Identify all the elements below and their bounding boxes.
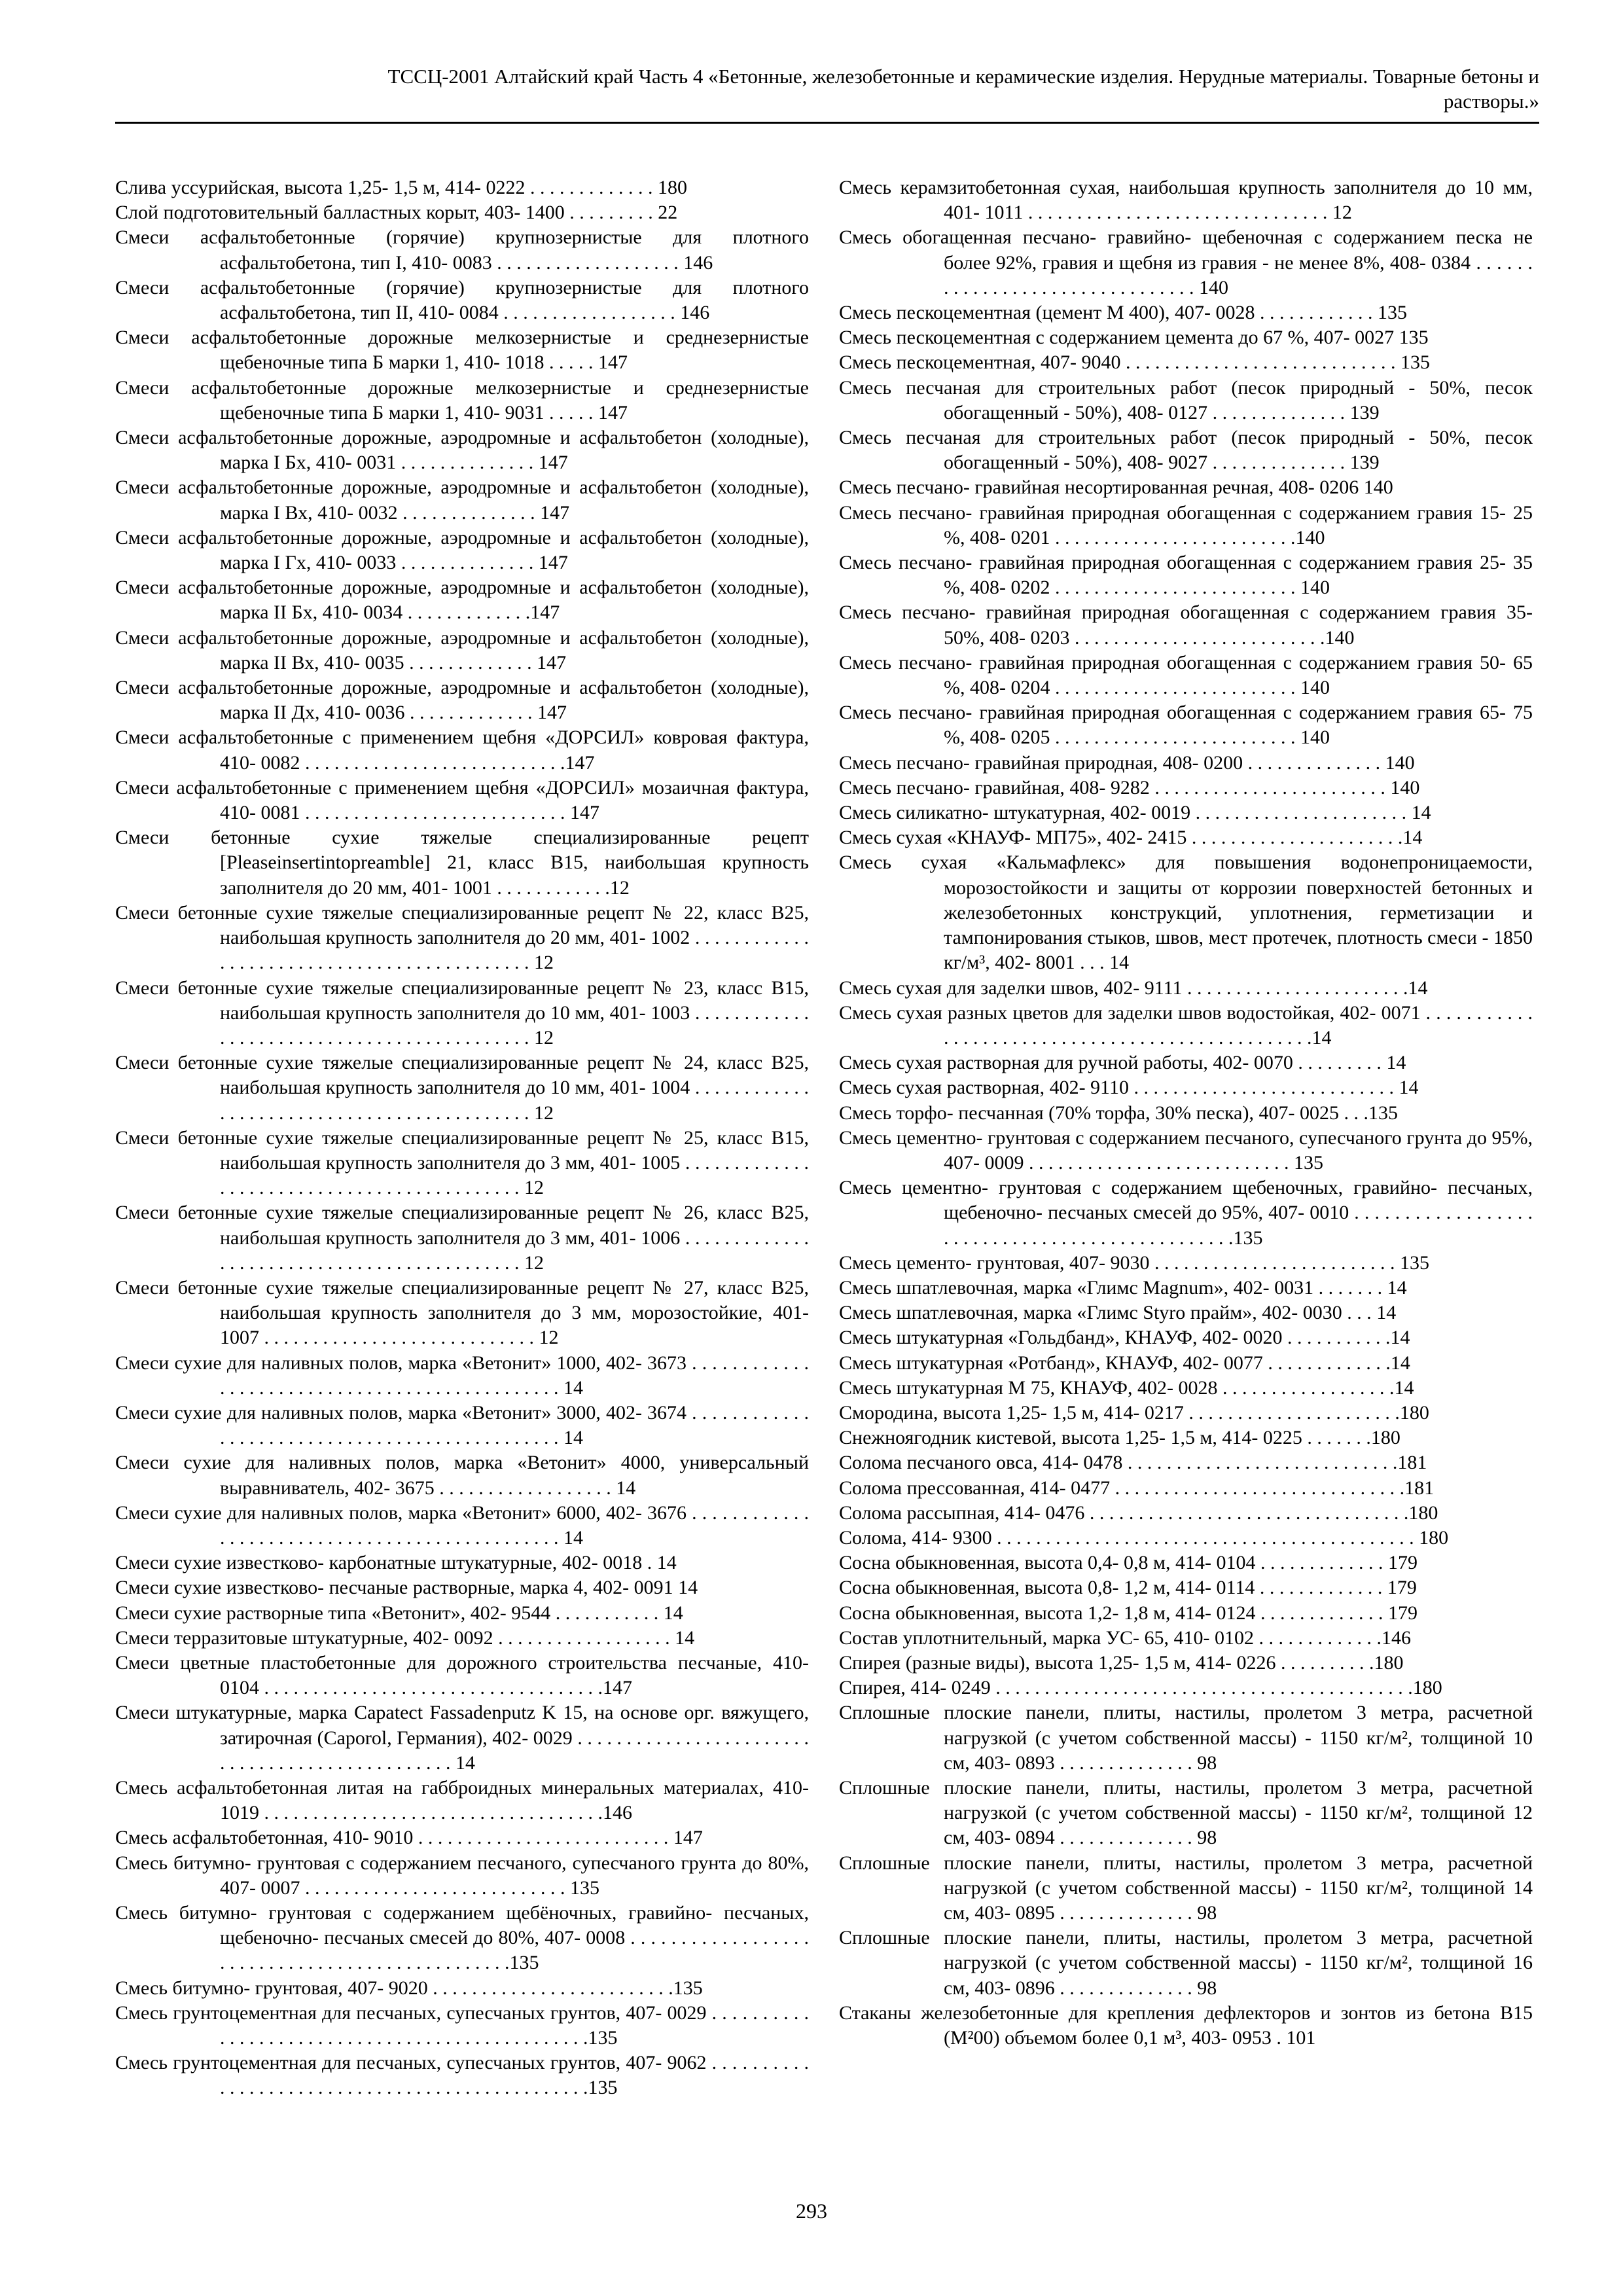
index-entry: Смесь сухая разных цветов для заделки швов водостойкая, 402- 0071 . . . . . . . . . . . . . . . . . . . . . . . . . . . . . . . . . . . . . . . . . . . . . . . . .14 xyxy=(839,1001,1533,1049)
index-entry: Смесь цементно- грунтовая с содержанием песчаного, супесчаного грунта до 95%, 407- 0009 . . . . . . . . . . . . . . . . . . . . . . . . . . . 135 xyxy=(839,1126,1533,1174)
index-entry: Смородина, высота 1,25- 1,5 м, 414- 0217 . . . . . . . . . . . . . . . . . . . . . .180 xyxy=(839,1401,1429,1424)
index-entry: Смеси асфальтобетонные (горячие) крупнозернистые для плотного асфальтобетона, тип II, 410- 0084 . . . . . . . . . . . . . . . . . . 146 xyxy=(115,276,809,324)
index-entry: Состав уплотнительный, марка УС- 65, 410- 0102 . . . . . . . . . . . . .146 xyxy=(839,1626,1411,1649)
index-entry: Смесь сухая растворная для ручной работы, 402- 0070 . . . . . . . . . 14 xyxy=(839,1052,1406,1074)
index-entry: Смеси сухие известково- песчаные растворные, марка 4, 402- 0091 14 xyxy=(115,1577,698,1599)
index-entry: Смесь сухая «КНАУФ- МП75», 402- 2415 . . . . . . . . . . . . . . . . . . . . . .14 xyxy=(839,827,1423,849)
index-entry: Смеси асфальтобетонные дорожные, аэродромные и асфальтобетон (холодные), марка II Вх, 410- 0035 . . . . . . . . . . . . . 147 xyxy=(115,626,809,673)
index-entry: Смеси штукатурные, марка Capatect Fassadenputz K 15, на основе орг. вяжущего, затирочная (Caporol, Германия), 402- 0029 . . . . . . . . . . . . . . . . . . . . . . . . . . . . . . . . . . . . . . . . . . . . . . . . 14 xyxy=(115,1702,809,1774)
index-entry: Смеси асфальтобетонные с применением щебня «ДОРСИЛ» ковровая фактура, 410- 0082 . . . . . . . . . . . . . . . . . . . . . . . . . . .147 xyxy=(115,726,809,774)
index-entry: Смесь песчано- гравийная природная обогащенная с содержанием гравия 35- 50%, 408- 0203 . . . . . . . . . . . . . . . . . . . . . . . . . .140 xyxy=(839,601,1533,649)
index-entry: Сосна обыкновенная, высота 0,4- 0,8 м, 414- 0104 . . . . . . . . . . . . . 179 xyxy=(839,1552,1418,1574)
index-entry: Смесь песчано- гравийная природная обогащенная с содержанием гравия 15- 25 %, 408- 0201 . . . . . . . . . . . . . . . . . . . . . . . . .140 xyxy=(839,501,1533,548)
index-entry: Смесь обогащенная песчано- гравийно- щебеночная с содержанием песка не более 92%, гравия и щебня из гравия - не менее 8%, 408- 0384 . . . . . . . . . . . . . . . . . . . . . . . . . . . . . . . . 140 xyxy=(839,226,1533,298)
index-entry: Смеси асфальтобетонные дорожные, аэродромные и асфальтобетон (холодные), марка I Бх, 410- 0031 . . . . . . . . . . . . . . 147 xyxy=(115,427,809,474)
index-entry: Смесь битумно- грунтовая с содержанием щебёночных, гравийно- песчаных, щебеночно- песчаных смесей до 80%, 407- 0008 . . . . . . . . . . . . . . . . . . . . . . . . . . . . . . . . . . . . . . . . . . . . . . . .135 xyxy=(115,1902,809,1974)
index-entry: Смесь песчано- гравийная природная обогащенная с содержанием гравия 50- 65 %, 408- 0204 . . . . . . . . . . . . . . . . . . . . . . . . . 140 xyxy=(839,651,1533,699)
index-entry: Смесь шпатлевочная, марка «Глимс Styro прайм», 402- 0030 . . . 14 xyxy=(839,1302,1397,1324)
index-entry: Смесь песчаная для строительных работ (песок природный - 50%, песок обогащенный - 50%), 408- 9027 . . . . . . . . . . . . . . 139 xyxy=(839,427,1533,474)
index-entry: Смеси сухие для наливных полов, марка «Ветонит» 1000, 402- 3673 . . . . . . . . . . . . . . . . . . . . . . . . . . . . . . . . . . . . . . . . . . . . . . . 14 xyxy=(115,1352,809,1399)
index-entry: Смеси сухие для наливных полов, марка «Ветонит» 6000, 402- 3676 . . . . . . . . . . . . . . . . . . . . . . . . . . . . . . . . . . . . . . . . . . . . . . . 14 xyxy=(115,1501,809,1549)
index-entry: Сосна обыкновенная, высота 0,8- 1,2 м, 414- 0114 . . . . . . . . . . . . . 179 xyxy=(839,1577,1417,1599)
index-entry: Смеси асфальтобетонные с применением щебня «ДОРСИЛ» мозаичная фактура, 410- 0081 . . . . . . . . . . . . . . . . . . . . . . . . . . . 147 xyxy=(115,776,809,824)
index-entry: Смеси бетонные сухие тяжелые специализированные рецепт № 27, класс В25, наибольшая крупность заполнителя до 3 мм, морозостойкие, 401- 1007 . . . . . . . . . . . . . . . . . . . . . . . . . . . . 12 xyxy=(115,1276,809,1349)
index-entry: Смеси асфальтобетонные дорожные, аэродромные и асфальтобетон (холодные), марка II Бх, 410- 0034 . . . . . . . . . . . . .147 xyxy=(115,577,809,624)
index-entry: Смеси сухие известково- карбонатные штукатурные, 402- 0018 . 14 xyxy=(115,1552,677,1574)
index-entry: Смесь цементо- грунтовая, 407- 9030 . . . . . . . . . . . . . . . . . . . . . . . . . 135 xyxy=(839,1251,1430,1274)
page-number: 293 xyxy=(796,2199,827,2223)
index-entry: Смесь асфальтобетонная литая на габброидных минеральных материалах, 410- 1019 . . . . . . . . . . . . . . . . . . . . . . . . . . . . . . . . . . .146 xyxy=(115,1777,809,1824)
index-entry: Смеси сухие для наливных полов, марка «Ветонит» 3000, 402- 3674 . . . . . . . . . . . . . . . . . . . . . . . . . . . . . . . . . . . . . . . . . . . . . . . 14 xyxy=(115,1401,809,1449)
index-entry: Смеси бетонные сухие тяжелые специализированные рецепт № 25, класс В15, наибольшая крупность заполнителя до 3 мм, 401- 1005 . . . . . . . . . . . . . . . . . . . . . . . . . . . . . . . . . . . . . . . . . . . . 12 xyxy=(115,1126,809,1199)
index-entry: Смеси асфальтобетонные дорожные, аэродромные и асфальтобетон (холодные), марка I Вх, 410- 0032 . . . . . . . . . . . . . . 147 xyxy=(115,476,809,524)
index-entry: Снежноягодник кистевой, высота 1,25- 1,5 м, 414- 0225 . . . . . . .180 xyxy=(839,1427,1400,1449)
index-entry: Смеси асфальтобетонные дорожные мелкозернистые и среднезернистые щебеночные типа Б марки 1, 410- 9031 . . . . . 147 xyxy=(115,376,809,423)
index-entry: Смесь грунтоцементная для песчаных, супесчаных грунтов, 407- 9062 . . . . . . . . . . . . . . . . . . . . . . . . . . . . . . . . . . . . . . . . . . . . . . . .135 xyxy=(115,2052,809,2099)
index-entry: Спирея, 414- 0249 . . . . . . . . . . . . . . . . . . . . . . . . . . . . . . . . . . . . . . . . . . .180 xyxy=(839,1677,1442,1699)
index-entry: Смеси сухие растворные типа «Ветонит», 402- 9544 . . . . . . . . . . . 14 xyxy=(115,1602,683,1624)
index-entry: Смесь сухая растворная, 402- 9110 . . . . . . . . . . . . . . . . . . . . . . . . . . . 14 xyxy=(839,1077,1419,1099)
index-entry: Стаканы железобетонные для крепления дефлекторов и зонтов из бетона В15 (М²00) объемом более 0,1 м³, 403- 0953 . 101 xyxy=(839,2001,1533,2049)
index-entry: Смесь шпатлевочная, марка «Глимс Magnum», 402- 0031 . . . . . . . 14 xyxy=(839,1276,1407,1299)
index-entry: Смесь штукатурная М 75, КНАУФ, 402- 0028 . . . . . . . . . . . . . . . . . .14 xyxy=(839,1376,1414,1399)
index-entry: Смеси бетонные сухие тяжелые специализированные рецепт № 24, класс В25, наибольшая крупность заполнителя до 10 мм, 401- 1004 . . . . . . . . . . . . . . . . . . . . . . . . . . . . . . . . . . . . . . . . . . . . 12 xyxy=(115,1052,809,1124)
index-entry: Слива уссурийская, высота 1,25- 1,5 м, 414- 0222 . . . . . . . . . . . . . 180 xyxy=(115,177,688,198)
index-column-left xyxy=(115,175,809,2101)
index-entry: Смеси цветные пластобетонные для дорожного строительства песчаные, 410- 0104 . . . . . . . . . . . . . . . . . . . . . . . . . . . . . . . . . . .147 xyxy=(115,1651,809,1699)
index-entry: Солома, 414- 9300 . . . . . . . . . . . . . . . . . . . . . . . . . . . . . . . . . . . . . . . . . . . 180 xyxy=(839,1526,1449,1549)
index-entry: Смесь битумно- грунтовая, 407- 9020 . . . . . . . . . . . . . . . . . . . . . . . . .135 xyxy=(115,1977,703,1999)
index-entry: Смеси асфальтобетонные (горячие) крупнозернистые для плотного асфальтобетона, тип I, 410- 0083 . . . . . . . . . . . . . . . . . . . 146 xyxy=(115,226,809,274)
index-entry: Солома песчаного овса, 414- 0478 . . . . . . . . . . . . . . . . . . . . . . . . . . . .181 xyxy=(839,1452,1427,1474)
index-entry: Смесь песчано- гравийная природная обогащенная с содержанием гравия 25- 35 %, 408- 0202 . . . . . . . . . . . . . . . . . . . . . . . . . 140 xyxy=(839,552,1533,599)
index-entry: Смесь песчано- гравийная природная обогащенная с содержанием гравия 65- 75 %, 408- 0205 . . . . . . . . . . . . . . . . . . . . . . . . . 140 xyxy=(839,702,1533,749)
index-entry: Смесь штукатурная «Гольдбанд», КНАУФ, 402- 0020 . . . . . . . . . . .14 xyxy=(839,1327,1410,1349)
index-entry: Сплошные плоские панели, плиты, настилы, пролетом 3 метра, расчетной нагрузкой (с учетом собственной массы) - 1150 кг/м², толщиной 12 см, 403- 0894 . . . . . . . . . . . . . . 98 xyxy=(839,1777,1533,1849)
index-entry: Смеси терразитовые штукатурные, 402- 0092 . . . . . . . . . . . . . . . . . . 14 xyxy=(115,1626,695,1649)
index-entry: Смеси сухие для наливных полов, марка «Ветонит» 4000, универсальный выравниватель, 402- 3675 . . . . . . . . . . . . . . . . . . 14 xyxy=(115,1452,809,1499)
index-entry: Смеси асфальтобетонные дорожные, аэродромные и асфальтобетон (холодные), марка II Дх, 410- 0036 . . . . . . . . . . . . . 147 xyxy=(115,677,809,724)
index-column-right xyxy=(839,175,1533,2051)
index-entry: Спирея (разные виды), высота 1,25- 1,5 м, 414- 0226 . . . . . . . . . .180 xyxy=(839,1651,1404,1674)
index-entry: Смесь битумно- грунтовая с содержанием песчаного, супесчаного грунта до 80%, 407- 0007 . . . . . . . . . . . . . . . . . . . . . . . . . . . 135 xyxy=(115,1852,809,1899)
index-entry: Смесь песчано- гравийная несортированная речная, 408- 0206 140 xyxy=(839,476,1393,499)
index-entry: Смесь песчаная для строительных работ (песок природный - 50%, песок обогащенный - 50%), 408- 0127 . . . . . . . . . . . . . . 139 xyxy=(839,376,1533,423)
index-entry: Смесь керамзитобетонная сухая, наибольшая крупность заполнителя до 10 мм, 401- 1011 . . . . . . . . . . . . . . . . . . . . . . . . . . . . . . . 12 xyxy=(839,177,1533,224)
index-entry: Смесь торфо- песчанная (70% торфа, 30% песка), 407- 0025 . . .135 xyxy=(839,1102,1398,1124)
index-entry: Слой подготовительный балластных корыт, 403- 1400 . . . . . . . . . 22 xyxy=(115,202,678,224)
page-header xyxy=(115,64,1539,114)
index-entry: Смесь песчано- гравийная природная, 408- 0200 . . . . . . . . . . . . . . 140 xyxy=(839,751,1415,774)
index-entry: Смесь асфальтобетонная, 410- 9010 . . . . . . . . . . . . . . . . . . . . . . . . . . 147 xyxy=(115,1827,703,1849)
header-line-2: растворы.» xyxy=(1443,90,1539,113)
index-entry: Смесь пескоцементная, 407- 9040 . . . . . . . . . . . . . . . . . . . . . . . . . . . . 135 xyxy=(839,351,1431,374)
index-entry: Смесь силикатно- штукатурная, 402- 0019 . . . . . . . . . . . . . . . . . . . . . . 14 xyxy=(839,802,1431,824)
index-entry: Сплошные плоские панели, плиты, настилы, пролетом 3 метра, расчетной нагрузкой (с учетом собственной массы) - 1150 кг/м², толщиной 10 см, 403- 0893 . . . . . . . . . . . . . . 98 xyxy=(839,1702,1533,1774)
index-entry: Смеси бетонные сухие тяжелые специализированные рецепт [Pleaseinsertintopreamble] 21, класс В15, наибольшая крупность заполнителя до 20 мм, 401- 1001 . . . . . . . . . . . .12 xyxy=(115,827,809,899)
index-entry: Солома рассыпная, 414- 0476 . . . . . . . . . . . . . . . . . . . . . . . . . . . . . . . . .180 xyxy=(839,1501,1438,1524)
index-entry: Смесь песчано- гравийная, 408- 9282 . . . . . . . . . . . . . . . . . . . . . . . . 140 xyxy=(839,776,1420,798)
index-entry: Смеси бетонные сухие тяжелые специализированные рецепт № 23, класс В15, наибольшая крупность заполнителя до 10 мм, 401- 1003 . . . . . . . . . . . . . . . . . . . . . . . . . . . . . . . . . . . . . . . . . . . . 12 xyxy=(115,977,809,1049)
index-entry: Смесь штукатурная «Ротбанд», КНАУФ, 402- 0077 . . . . . . . . . . . . .14 xyxy=(839,1352,1410,1374)
index-entry: Смеси асфальтобетонные дорожные мелкозернистые и среднезернистые щебеночные типа Б марки 1, 410- 1018 . . . . . 147 xyxy=(115,327,809,374)
header-rule xyxy=(115,122,1539,124)
index-entry: Смесь пескоцементная (цемент М 400), 407- 0028 . . . . . . . . . . . . 135 xyxy=(839,302,1408,324)
index-entry: Смесь сухая для заделки швов, 402- 9111 . . . . . . . . . . . . . . . . . . . . . . .14 xyxy=(839,977,1428,999)
index-entry: Смеси асфальтобетонные дорожные, аэродромные и асфальтобетон (холодные), марка I Гх, 410- 0033 . . . . . . . . . . . . . . 147 xyxy=(115,526,809,574)
index-entry: Смесь грунтоцементная для песчаных, супесчаных грунтов, 407- 0029 . . . . . . . . . . . . . . . . . . . . . . . . . . . . . . . . . . . . . . . . . . . . . . . .135 xyxy=(115,2001,809,2049)
index-entry: Солома прессованная, 414- 0477 . . . . . . . . . . . . . . . . . . . . . . . . . . . . . .181 xyxy=(839,1477,1435,1499)
index-entry: Сплошные плоские панели, плиты, настилы, пролетом 3 метра, расчетной нагрузкой (с учетом собственной массы) - 1150 кг/м², толщиной 16 см, 403- 0896 . . . . . . . . . . . . . . 98 xyxy=(839,1927,1533,1999)
index-entry: Смеси бетонные сухие тяжелые специализированные рецепт № 22, класс В25, наибольшая крупность заполнителя до 20 мм, 401- 1002 . . . . . . . . . . . . . . . . . . . . . . . . . . . . . . . . . . . . . . . . . . . . 12 xyxy=(115,901,809,974)
header-line-1: ТССЦ-2001 Алтайский край Часть 4 «Бетонные, железобетонные и керамические изделия. Нерудные материалы. Товарные бетоны и xyxy=(387,65,1539,88)
index-entry: Смесь пескоцементная с содержанием цемента до 67 %, 407- 0027 135 xyxy=(839,327,1429,349)
index-entry: Смеси бетонные сухие тяжелые специализированные рецепт № 26, класс В25, наибольшая крупность заполнителя до 3 мм, 401- 1006 . . . . . . . . . . . . . . . . . . . . . . . . . . . . . . . . . . . . . . . . . . . . 12 xyxy=(115,1202,809,1274)
index-entry: Сосна обыкновенная, высота 1,2- 1,8 м, 414- 0124 . . . . . . . . . . . . . 179 xyxy=(839,1602,1418,1624)
index-entry: Сплошные плоские панели, плиты, настилы, пролетом 3 метра, расчетной нагрузкой (с учетом собственной массы) - 1150 кг/м², толщиной 14 см, 403- 0895 . . . . . . . . . . . . . . 98 xyxy=(839,1852,1533,1924)
index-entry: Смесь цементно- грунтовая с содержанием щебеночных, гравийно- песчаных, щебеночно- песчаных смесей до 95%, 407- 0010 . . . . . . . . . . . . . . . . . . . . . . . . . . . . . . . . . . . . . . . . . . . . . . . .135 xyxy=(839,1177,1533,1249)
index-entry: Смесь сухая «Кальмафлекс» для повышения водонепроницаемости, морозостойкости и защиты от коррозии поверхностей бетонных и железобетонных конструкций, уплотнения, герметизации и тампонирования стыков, швов, мест протечек, плотность смеси - 1850 кг/м³, 402- 8001 . . . 14 xyxy=(839,852,1533,974)
